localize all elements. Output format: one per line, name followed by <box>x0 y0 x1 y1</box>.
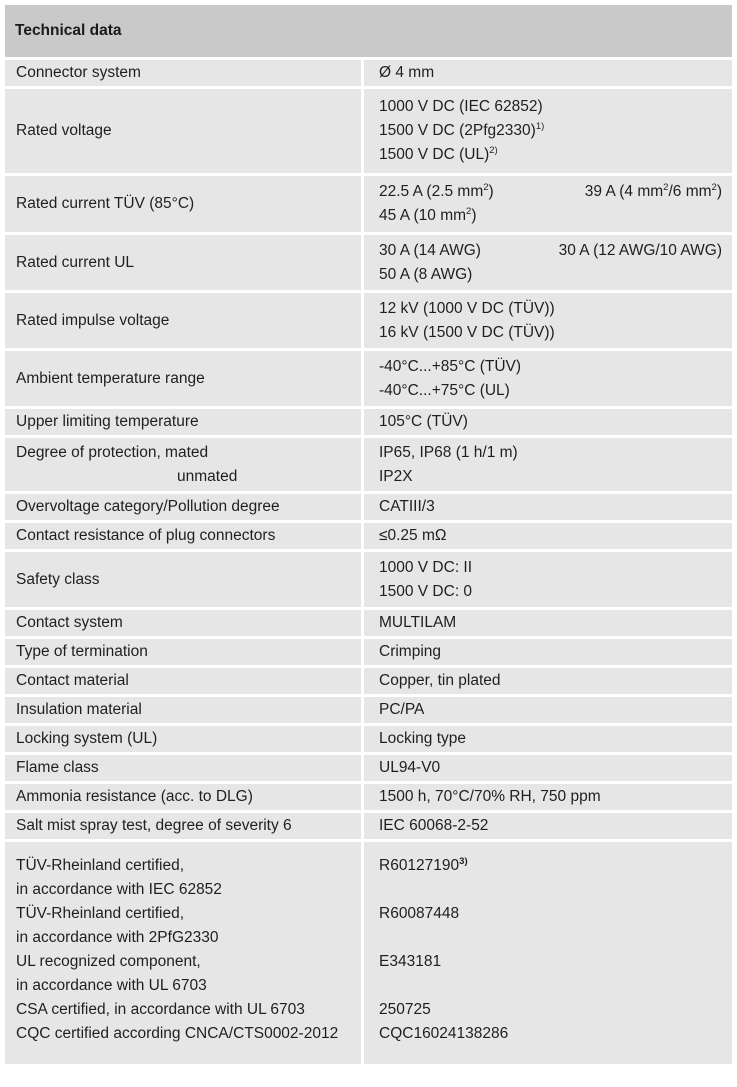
row-label: Insulation material <box>5 697 361 723</box>
value-line: 22.5 A (2.5 $mm^2$) 39 A (4 $mm^2/6$ $mm^2$) <box>379 182 722 200</box>
table-row <box>5 89 732 173</box>
row-label: Type of termination <box>5 639 361 665</box>
row-label: Salt mist spray test, degree of severity 6 <box>5 813 361 839</box>
row-label: Connector system <box>5 60 361 86</box>
cert-label: in accordance with IEC 62852 <box>16 881 222 898</box>
row-value: Ø 4 mm <box>364 60 732 86</box>
value-line: -40°C...+75°C (UL) <box>379 381 510 399</box>
cert-label: in accordance with 2PfG2330 <box>16 929 219 946</box>
cert-label: UL recognized component, <box>16 953 201 970</box>
cert-label: CQC certified according CNCA/CTS0002-2012 <box>16 1025 339 1042</box>
row-value: Copper, tin plated <box>364 668 732 694</box>
table-row <box>5 235 732 290</box>
table-row <box>5 409 732 435</box>
row-label: Ammonia resistance (acc. to DLG) <box>5 784 361 810</box>
row-value: 1500 h, 70°C/70% RH, 750 ppm <box>364 784 732 810</box>
table-row <box>5 784 732 810</box>
value-line: IP2X <box>379 467 413 485</box>
value-line: 1500 V DC $(2Pfg2330)^{1)}$ <box>379 121 545 139</box>
value-line: 30 A (14 AWG) 30 A (12 AWG/10 AWG) <box>379 241 722 259</box>
row-label: Rated impulse voltage <box>5 293 361 348</box>
table-row <box>5 813 732 839</box>
row-value: UL94-V0 <box>364 755 732 781</box>
row-label: Contact resistance of plug connectors <box>5 523 361 549</box>
row-value: Locking type <box>364 726 732 752</box>
cert-label: in accordance with UL 6703 <box>16 977 207 994</box>
cert-value: R60127190$^{3)}$ <box>379 856 468 874</box>
table-row <box>5 726 732 752</box>
row-label: Rated voltage <box>5 89 361 173</box>
value-line: 1000 V DC: II <box>379 558 473 576</box>
row-value: Crimping <box>364 639 732 665</box>
table-row <box>5 755 732 781</box>
row-value: ≤0.25 mΩ <box>364 523 732 549</box>
value-line: 50 A (8 AWG) <box>379 265 473 283</box>
table-row <box>5 610 732 636</box>
table-row <box>5 523 732 549</box>
label-line: unmated <box>177 467 238 485</box>
cert-value: 250725 <box>379 1001 431 1018</box>
row-value: 105°C (TÜV) <box>364 409 732 435</box>
label-line: Degree of protection, mated <box>16 443 209 461</box>
row-label: Safety class <box>5 552 361 607</box>
value-line: IP65, IP68 (1 h/1 m) <box>379 443 518 461</box>
row-label: Upper limiting temperature <box>5 409 361 435</box>
row-label: Flame class <box>5 755 361 781</box>
cert-label: TÜV-Rheinland certified, <box>16 905 184 922</box>
table-row <box>5 552 732 607</box>
row-value <box>364 235 732 290</box>
row-value: CATIII/3 <box>364 494 732 520</box>
footnote-ref: 1) <box>535 121 545 132</box>
row-value <box>364 552 732 607</box>
row-label: Ambient temperature range <box>5 351 361 406</box>
row-value <box>364 293 732 348</box>
row-label: Contact material <box>5 668 361 694</box>
value-line: 45 A (10 $mm^2$) <box>379 206 477 224</box>
row-label: Contact system <box>5 610 361 636</box>
certification-row <box>5 842 732 1064</box>
row-label <box>5 438 361 491</box>
value-line: 1000 V DC (IEC 62852) <box>379 98 543 115</box>
footnote-ref: 3) <box>459 856 468 867</box>
footnote-ref: 2) <box>489 145 498 156</box>
table-row <box>5 697 732 723</box>
row-value: MULTILAM <box>364 610 732 636</box>
technical-data-table <box>5 5 732 1067</box>
row-value <box>364 89 732 173</box>
row-value <box>364 176 732 232</box>
row-label: Rated current UL <box>5 235 361 290</box>
table-row <box>5 438 732 491</box>
value-line: 1500 V DC: 0 <box>379 582 473 600</box>
table-row <box>5 293 732 348</box>
table-title: Technical data <box>5 5 732 57</box>
row-label: Rated current TÜV (85°C) <box>5 176 361 232</box>
row-value <box>364 351 732 406</box>
row-label: Overvoltage category/Pollution degree <box>5 494 361 520</box>
table-row <box>5 60 732 86</box>
cert-value: R60087448 <box>379 905 460 922</box>
row-value <box>364 438 732 491</box>
row-value: IEC 60068-2-52 <box>364 813 732 839</box>
cert-value: CQC16024138286 <box>379 1025 509 1042</box>
value-line: -40°C...+85°C (TÜV) <box>379 357 522 375</box>
table-row <box>5 668 732 694</box>
cert-label: CSA certified, in accordance with UL 6703 <box>16 1001 305 1018</box>
value-line: 16 kV (1500 V DC (TÜV)) <box>379 323 555 341</box>
table-row <box>5 639 732 665</box>
table-row <box>5 494 732 520</box>
table-row <box>5 351 732 406</box>
row-label: Locking system (UL) <box>5 726 361 752</box>
value-line: 1500 V DC (UL)$^{2)}$ <box>379 145 498 163</box>
table-row <box>5 176 732 232</box>
cert-label: TÜV-Rheinland certified, <box>16 857 184 874</box>
certification-values <box>364 842 732 1064</box>
cert-value: E343181 <box>379 953 442 970</box>
row-value: PC/PA <box>364 697 732 723</box>
value-line: 12 kV (1000 V DC (TÜV)) <box>379 299 555 317</box>
certification-labels <box>5 842 361 1064</box>
